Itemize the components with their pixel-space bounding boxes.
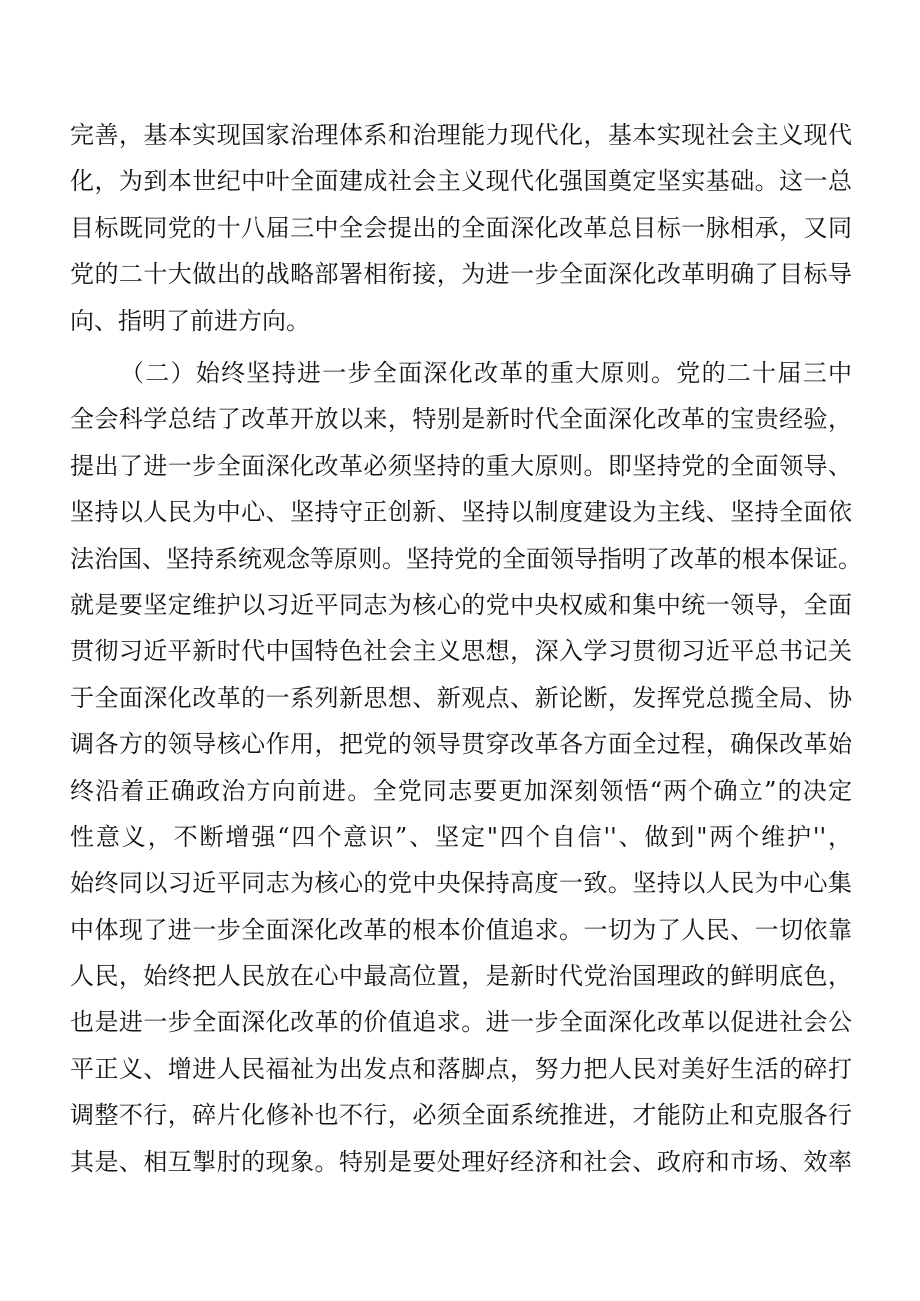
- text-line: 人民，始终把人民放在心中最高位置，是新时代党治国理政的鲜明底色，: [70, 962, 852, 991]
- text-line: 化，为到本世纪中叶全面建成社会主义现代化强国奠定坚实基础。这一总: [70, 167, 852, 196]
- text-line: 平正义、增进人民福祉为出发点和落脚点，努力把人民对美好生活的碎打: [70, 1054, 852, 1083]
- text-line: 也是进一步全面深化改革的价值追求。进一步全面深化改革以促进社会公: [70, 1008, 852, 1037]
- text-line: 就是要坚定维护以习近平同志为核心的党中央权威和集中统一领导，全面: [70, 590, 852, 619]
- text-line: 坚持以人民为中心、坚持守正创新、坚持以制度建设为主线、坚持全面依: [70, 498, 852, 527]
- text-line: 始终同以习近平同志为核心的党中央保持高度一致。坚持以人民为中心集: [70, 869, 852, 898]
- text-line: 提出了进一步全面深化改革必须坚持的重大原则。即坚持党的全面领导、: [70, 451, 852, 480]
- text-line: 目标既同党的十八届三中全会提出的全面深化改革总目标一脉相承，又同: [70, 213, 852, 242]
- text-line: 向、指明了前进方向。: [70, 306, 310, 335]
- text-line: 贯彻习近平新时代中国特色社会主义思想，深入学习贯彻习近平总书记关: [70, 637, 852, 666]
- text-line: 其是、相互掣肘的现象。特别是要处理好经济和社会、政府和市场、效率: [70, 1147, 852, 1176]
- text-line: 调各方的领导核心作用，把党的领导贯穿改革各方面全过程，确保改革始: [70, 730, 852, 759]
- text-line: 性意义，不断增强“四个意识”、坚定"四个自信''、做到"两个维护''，: [70, 822, 852, 851]
- text-line: 中体现了进一步全面深化改革的根本价值追求。一切为了人民、一切依靠: [70, 915, 852, 944]
- text-line: 法治国、坚持系统观念等原则。坚持党的全面领导指明了改革的根本保证。: [70, 544, 862, 573]
- text-line: 调整不行，碎片化修补也不行，必须全面系统推进，才能防止和克服各行: [70, 1101, 852, 1130]
- text-line: （二）始终坚持进一步全面深化改革的重大原则。党的二十届三中: [120, 359, 852, 387]
- text-line: 党的二十大做出的战略部署相衔接，为进一步全面深化改革明确了目标导: [70, 260, 852, 289]
- paragraph-1: [70, 112, 852, 344]
- text-line: 完善，基本实现国家治理体系和治理能力现代化，基本实现社会主义现代: [70, 121, 852, 149]
- paragraph-2: [70, 350, 862, 1185]
- text-line: 于全面深化改革的一系列新思想、新观点、新论断，发挥党总揽全局、协: [70, 683, 852, 712]
- text-line: 终沿着正确政治方向前进。全党同志要更加深刻领悟“两个确立”的决定: [70, 776, 852, 805]
- text-line: 全会科学总结了改革开放以来，特别是新时代全面深化改革的宝贵经验，: [70, 405, 852, 434]
